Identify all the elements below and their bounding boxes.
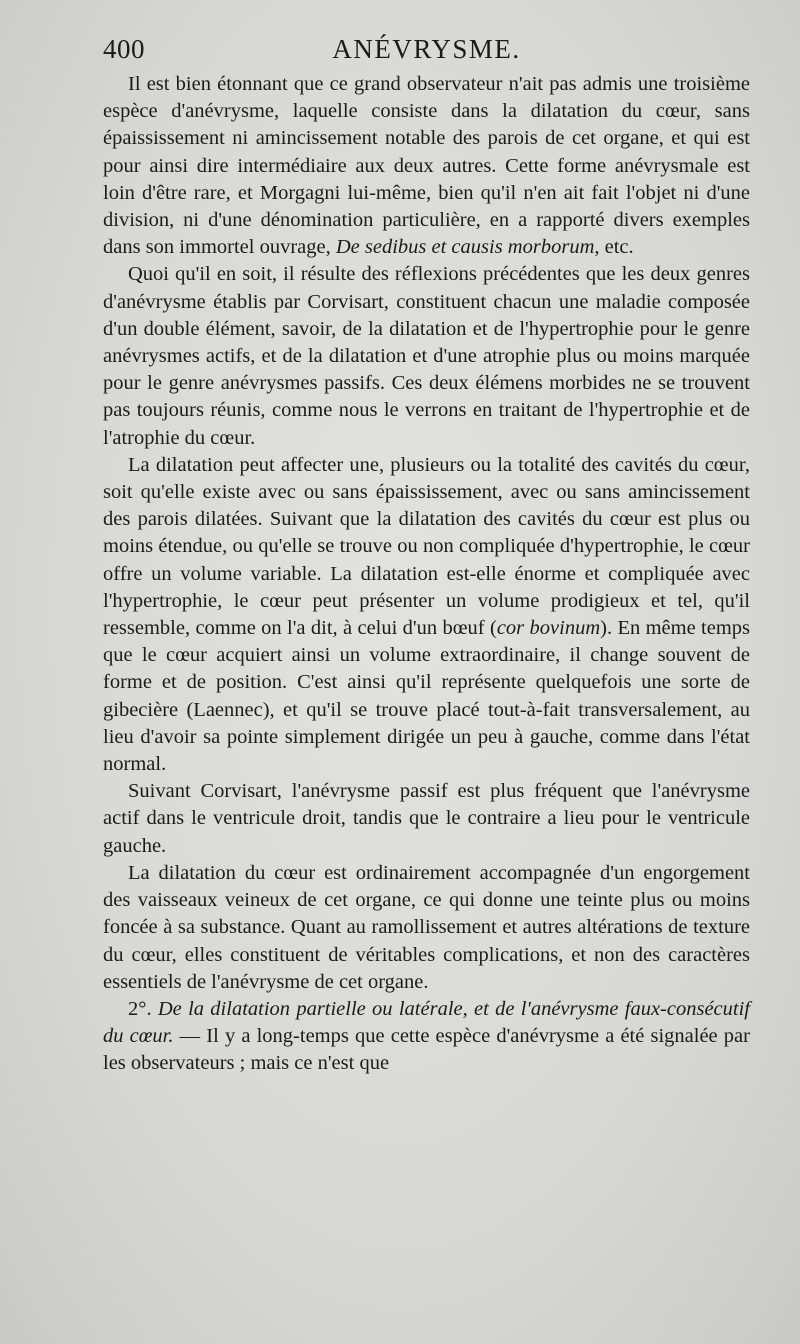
paragraph-text: Il est bien étonnant que ce grand observateur n'ait pas admis une troisième espèce d'anévrysme, laquelle consiste dans la dilatation du cœur, sans épaississement ni amincissement notable des parois de cet organe, et qui est pour ainsi dire intermédiaire aux deux autres. Cette forme anévrysmale est loin d'être rare, et Morgagni lui-même, bien qu'il n'en ait fait l'objet ni d'une division, ni d'une dénomination particulière, en a rapporté divers exemples dans son immortel ouvrage, [103,73,750,259]
paragraph-text: La dilatation du cœur est ordinairement accompagnée d'un engorgement des vaisseaux veineux de cet organe, ce qui donne une teinte plus ou moins foncée à sa substance. Quant au ramollissement et autres altérations de texture du cœur, elles constituent de véritables complications, et non des caractères essentiels de l'anévrysme de cet organe. [103,861,750,993]
paragraph [103,778,750,860]
paragraph-text: , etc. [594,236,634,259]
paragraph [103,452,750,778]
section-heading: De la dilatation partielle ou latérale, et de l'anévrysme faux-consécutif du cœur. [103,997,750,1048]
paragraph [103,996,750,1078]
italic-text: De sedibus et causis morborum [335,236,595,259]
paragraph [103,71,750,261]
paragraph-text: La dilatation peut affecter une, plusieurs ou la totalité des cavités du cœur, soit qu'elle existe avec ou sans épaississement, avec ou sans amincissement des parois dilatées. Suivant que la dilatation des cavités du cœur est plus ou moins étendue, ou qu'elle se trouve ou non compliquée d'hypertrophie, le cœur offre un volume variable. La dilatation est-elle énorme et compliquée avec l'hypertrophie, le cœur peut présenter un volume prodigieux et tel, qu'il ressemble, comme on l'a dit, à celui d'un bœuf ( [103,453,750,640]
paragraph-text: Quoi qu'il en soit, il résulte des réflexions précédentes que les deux genres d'anévrysme établis par Corvisart, constituent chacun une maladie composée d'un double élément, savoir, de la dilatation et de l'hypertrophie pour le genre anévrysmes actifs, et de la dilatation et d'une atrophie plus ou moins marquée pour le genre anévrysmes passifs. Ces deux élémens morbides ne se trouvent pas toujours réunis, comme nous le verrons en traitant de l'hypertrophie et de l'atrophie du cœur. [103,263,750,449]
paragraph-text: ). En même temps que le cœur acquiert ainsi un volume extraordinaire, il change souvent de forme et de position. C'est ainsi qu'il représente quelquefois une sorte de gibecière (Laennec), et qu'il se trouve placé tout-à-fait transversalement, au lieu d'avoir sa pointe simplement dirigée un peu à gauche, comme dans l'état normal. [103,617,751,776]
paragraph-text: — Il y a long-temps que cette espèce d'anévrysme a été signalée par les observateurs ; mais ce n'est que [103,1025,750,1075]
paragraph-text: Suivant Corvisart, l'anévrysme passif est plus fréquent que l'anévrysme actif dans le ventricule droit, tandis que le contraire a lieu pour le ventricule gauche. [103,780,750,857]
page-header [103,30,750,68]
paragraph [103,860,750,996]
running-title: ANÉVRYSME. [332,34,521,64]
body-text [103,71,750,1078]
paragraph [103,261,750,451]
page-number: 400 [103,34,145,64]
italic-text: cor bovinum [496,617,601,640]
section-number: 2°. [128,997,152,1020]
